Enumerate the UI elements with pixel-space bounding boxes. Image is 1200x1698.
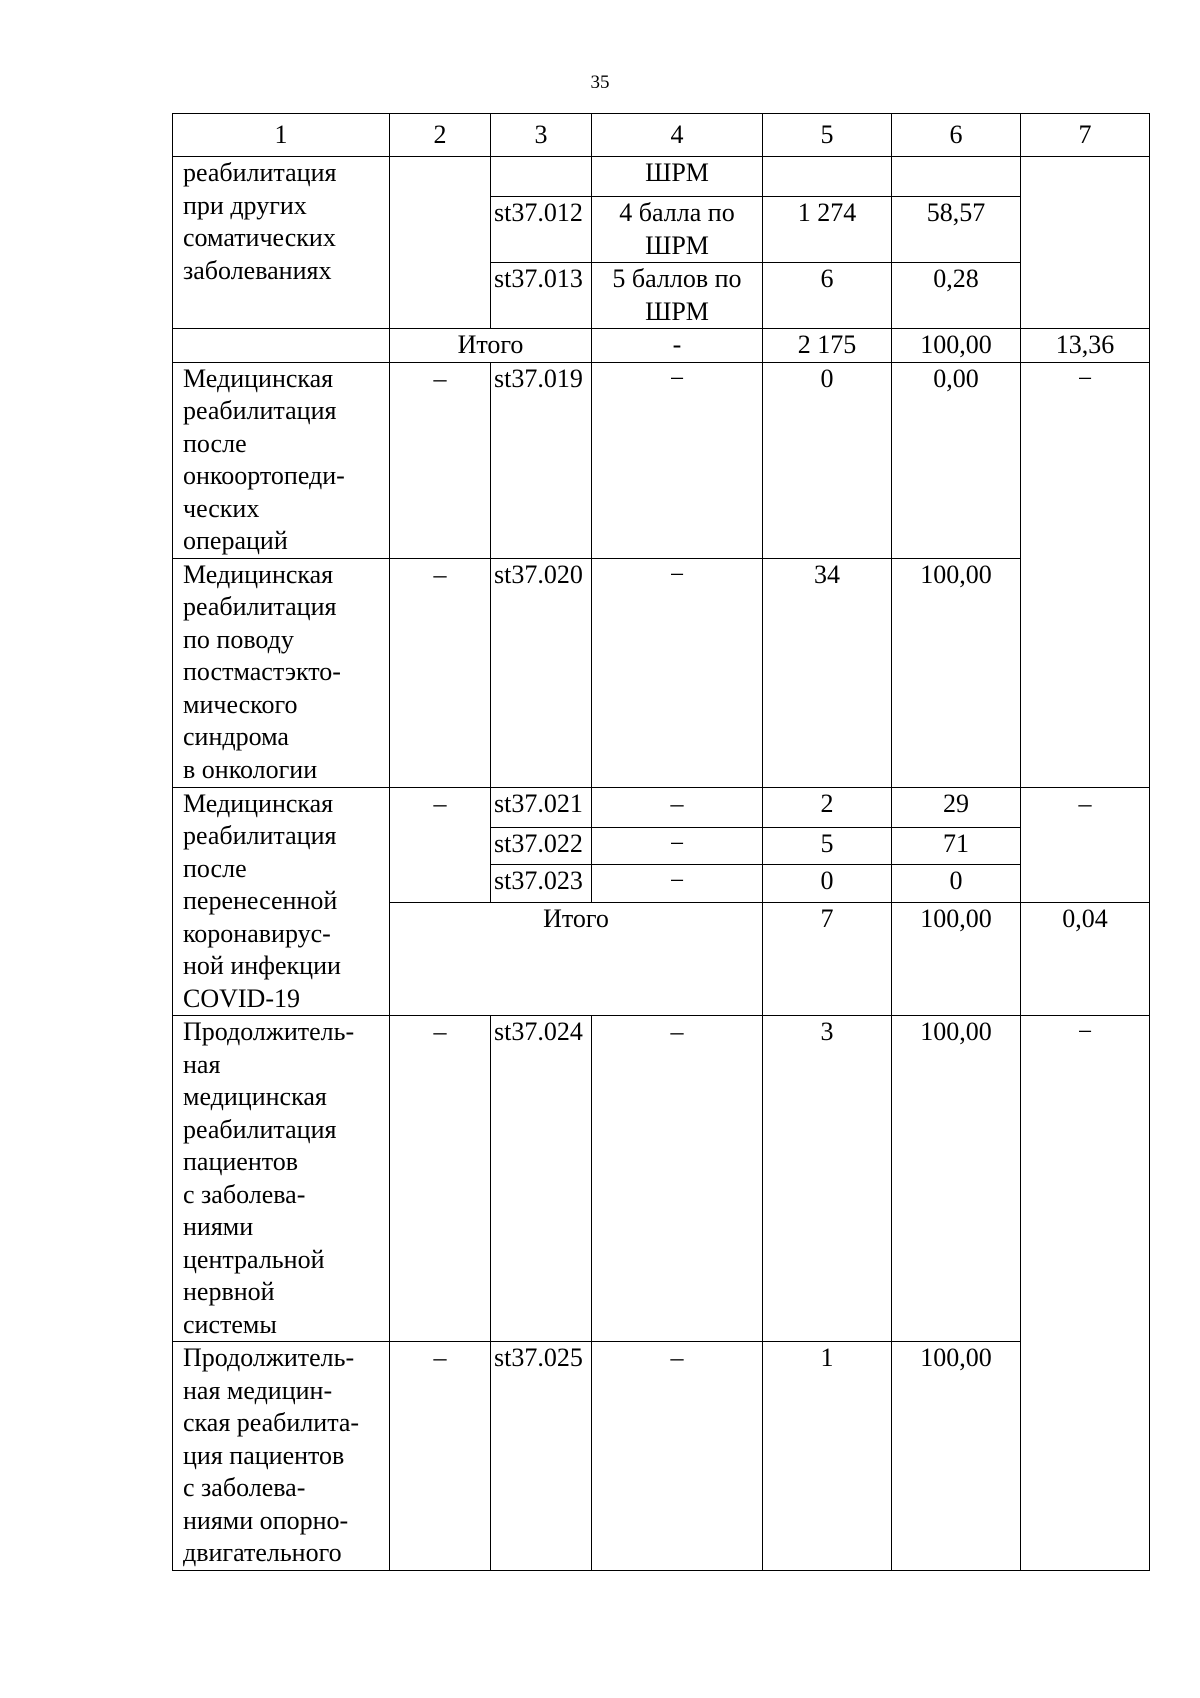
cell-col-2: – [390, 1016, 491, 1342]
cell-col-2 [390, 157, 491, 329]
page-number: 35 [590, 72, 610, 93]
cell-col-7: − [1021, 362, 1150, 787]
cell-col-5: 0 [763, 864, 892, 902]
cell-col-6: 0,28 [892, 263, 1021, 329]
cell-code: st37.020 [491, 558, 592, 787]
cell-col-5: 0 [763, 362, 892, 558]
cell-col-6: 0,00 [892, 362, 1021, 558]
cell-col-7: – [1021, 787, 1150, 902]
cell-col-4: − [592, 827, 763, 864]
cell-col-4: 4 балла по ШРМ [592, 197, 763, 263]
cell-code: st37.025 [491, 1342, 592, 1571]
cell-col-5: 1 274 [763, 197, 892, 263]
cell-col-6: 100,00 [892, 329, 1021, 363]
cell-col-6: 100,00 [892, 902, 1021, 1015]
cell-col-4: − [592, 362, 763, 558]
cell-col-6 [892, 157, 1021, 197]
cell-col-6: 58,57 [892, 197, 1021, 263]
cell-col-6: 100,00 [892, 1016, 1021, 1342]
total-row [173, 329, 1150, 363]
data-table [172, 113, 1150, 1571]
cell-col-2: – [390, 787, 491, 902]
cell-col-6: 0 [892, 864, 1021, 902]
cell-col-2: – [390, 362, 491, 558]
cell-code: st37.021 [491, 787, 592, 827]
table-row [173, 1016, 1150, 1342]
cell-col-6: 100,00 [892, 1342, 1021, 1571]
cell-col-4: ШРМ [592, 157, 763, 197]
cell-col-4: – [592, 1016, 763, 1342]
cell-col-4: – [592, 787, 763, 827]
header-col-7: 7 [1021, 114, 1150, 157]
row-name-cell: Медицинская реабилитация по поводу постмастэкто- мического синдрома в онкологии [173, 558, 390, 787]
table-row [173, 1342, 1150, 1571]
table-row [173, 787, 1150, 827]
cell-col-5: 1 [763, 1342, 892, 1571]
cell-col-4: − [592, 558, 763, 787]
header-col-1: 1 [173, 114, 390, 157]
cell-code: st37.019 [491, 362, 592, 558]
cell-col-7: 13,36 [1021, 329, 1150, 363]
header-col-2: 2 [390, 114, 491, 157]
row-name-cell: Медицинская реабилитация после онкоортопеди- ческих операций [173, 362, 390, 558]
cell-code [491, 157, 592, 197]
cell-col-5: 2 175 [763, 329, 892, 363]
table-row [173, 558, 1150, 787]
header-col-5: 5 [763, 114, 892, 157]
cell-col-7: 0,04 [1021, 902, 1150, 1015]
cell-col-7 [1021, 157, 1150, 329]
cell-col-5: 5 [763, 827, 892, 864]
cell-code: st37.012 [491, 197, 592, 263]
row-name-cell: Продолжитель- ная медицинская реабилитация пациентов с заболева- ниями центральной нервной системы [173, 1016, 390, 1342]
cell-col-2: – [390, 558, 491, 787]
cell-code: st37.024 [491, 1016, 592, 1342]
table-row [173, 362, 1150, 558]
cell-col-6: 71 [892, 827, 1021, 864]
total-label: Итого [390, 329, 592, 363]
cell-col-4: 5 баллов по ШРМ [592, 263, 763, 329]
cell-col-1 [173, 329, 390, 363]
row-name-cell: Продолжитель- ная медицин- ская реабилита- ция пациентов с заболева- ниями опорно- двигательного [173, 1342, 390, 1571]
total-label: Итого [390, 902, 763, 1015]
header-row [173, 114, 1150, 157]
cell-col-5: 3 [763, 1016, 892, 1342]
cell-col-5: 6 [763, 263, 892, 329]
cell-col-5: 34 [763, 558, 892, 787]
cell-col-5: 7 [763, 902, 892, 1015]
cell-col-5: 2 [763, 787, 892, 827]
header-col-4: 4 [592, 114, 763, 157]
cell-code: st37.013 [491, 263, 592, 329]
cell-col-5 [763, 157, 892, 197]
cell-code: st37.022 [491, 827, 592, 864]
row-name-cell: реабилитация при других соматических заболеваниях [173, 157, 390, 329]
cell-col-6: 29 [892, 787, 1021, 827]
header-col-6: 6 [892, 114, 1021, 157]
cell-col-4: - [592, 329, 763, 363]
cell-col-4: – [592, 1342, 763, 1571]
cell-col-4: − [592, 864, 763, 902]
cell-col-6: 100,00 [892, 558, 1021, 787]
header-col-3: 3 [491, 114, 592, 157]
cell-code: st37.023 [491, 864, 592, 902]
table-row [173, 157, 1150, 197]
cell-col-7: − [1021, 1016, 1150, 1571]
cell-col-2: – [390, 1342, 491, 1571]
row-name-cell: Медицинская реабилитация после перенесенной коронавирус- ной инфекции COVID-19 [173, 787, 390, 1016]
